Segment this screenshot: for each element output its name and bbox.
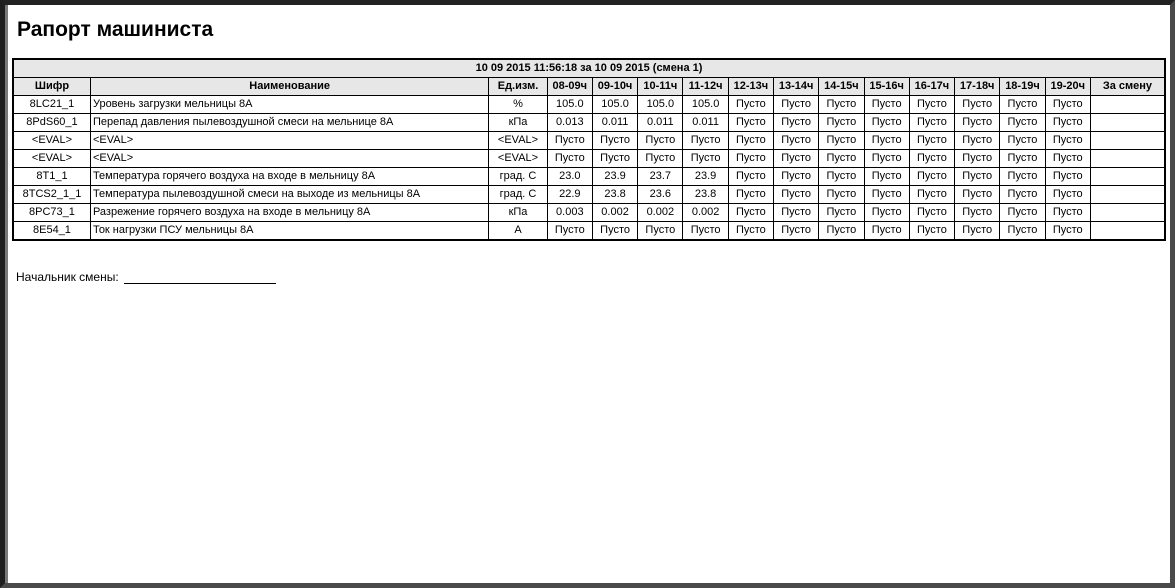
value-cell: Пусто [955,168,1000,186]
column-header: 08-09ч [547,78,592,96]
value-cell: Пусто [592,132,637,150]
column-header: За смену [1090,78,1165,96]
shift-total-cell [1090,222,1165,241]
value-cell: Пусто [683,132,728,150]
unit-cell: А [489,222,547,241]
value-cell: Пусто [774,132,819,150]
value-cell: Пусто [955,132,1000,150]
table-row [13,222,1165,241]
value-cell: Пусто [819,204,864,222]
value-cell: Пусто [955,204,1000,222]
value-cell: 23.9 [683,168,728,186]
value-cell: Пусто [819,132,864,150]
code-cell: 8PC73_1 [13,204,90,222]
value-cell: Пусто [774,222,819,241]
value-cell: Пусто [774,96,819,114]
column-header: 13-14ч [774,78,819,96]
value-cell: Пусто [547,150,592,168]
column-header: Ед.изм. [489,78,547,96]
report-content [5,5,1170,284]
value-cell: Пусто [728,150,773,168]
value-cell: Пусто [819,168,864,186]
value-cell: Пусто [955,114,1000,132]
value-cell: Пусто [909,96,954,114]
value-cell: Пусто [1000,222,1045,241]
unit-cell: град. С [489,186,547,204]
code-cell: <EVAL> [13,132,90,150]
value-cell: 23.8 [592,186,637,204]
unit-cell: кПа [489,114,547,132]
column-header: 14-15ч [819,78,864,96]
table-row [13,150,1165,168]
value-cell: Пусто [683,222,728,241]
name-cell: Температура пылевоздушной смеси на выходе из мельницы 8А [90,186,488,204]
signature-blank-line [124,270,276,284]
value-cell: Пусто [864,150,909,168]
value-cell: Пусто [864,96,909,114]
value-cell: Пусто [819,150,864,168]
shift-total-cell [1090,186,1165,204]
value-cell: Пусто [547,132,592,150]
value-cell: Пусто [955,96,1000,114]
value-cell: Пусто [1045,150,1090,168]
column-header: 18-19ч [1000,78,1045,96]
value-cell: Пусто [864,132,909,150]
value-cell: Пусто [819,186,864,204]
value-cell: Пусто [1045,222,1090,241]
value-cell: Пусто [1000,114,1045,132]
code-cell: 8TCS2_1_1 [13,186,90,204]
value-cell: 0.011 [683,114,728,132]
value-cell: Пусто [728,168,773,186]
value-cell: 0.002 [592,204,637,222]
page-title: Рапорт машиниста [17,18,214,41]
value-cell: Пусто [728,114,773,132]
shift-total-cell [1090,114,1165,132]
column-header: 10-11ч [638,78,683,96]
value-cell: 23.8 [683,186,728,204]
name-cell: Температура горячего воздуха на входе в мельницу 8А [90,168,488,186]
value-cell: 0.011 [592,114,637,132]
value-cell: Пусто [1000,204,1045,222]
code-cell: <EVAL> [13,150,90,168]
value-cell: Пусто [864,186,909,204]
value-cell: Пусто [864,114,909,132]
value-cell: Пусто [728,132,773,150]
column-header: 19-20ч [1045,78,1090,96]
name-cell: Уровень загрузки мельницы 8А [90,96,488,114]
value-cell: 0.003 [547,204,592,222]
value-cell: Пусто [592,150,637,168]
value-cell: Пусто [909,222,954,241]
value-cell: Пусто [819,96,864,114]
column-header: 15-16ч [864,78,909,96]
shift-total-cell [1090,132,1165,150]
report-table-head [13,59,1165,96]
unit-cell: град. С [489,168,547,186]
value-cell: Пусто [638,222,683,241]
value-cell: Пусто [1045,186,1090,204]
unit-cell: <EVAL> [489,132,547,150]
value-cell: Пусто [1045,204,1090,222]
value-cell: 105.0 [592,96,637,114]
value-cell: Пусто [638,150,683,168]
code-cell: 8PdS60_1 [13,114,90,132]
shift-total-cell [1090,150,1165,168]
table-row [13,96,1165,114]
value-cell: Пусто [864,168,909,186]
value-cell: Пусто [1045,114,1090,132]
unit-cell: <EVAL> [489,150,547,168]
value-cell: Пусто [909,132,954,150]
value-cell: Пусто [1000,132,1045,150]
unit-cell: кПа [489,204,547,222]
value-cell: Пусто [1045,132,1090,150]
value-cell: Пусто [864,204,909,222]
value-cell: Пусто [909,186,954,204]
value-cell: Пусто [955,150,1000,168]
value-cell: Пусто [1045,96,1090,114]
value-cell: 23.6 [638,186,683,204]
column-header: 17-18ч [955,78,1000,96]
table-row [13,204,1165,222]
value-cell: 105.0 [638,96,683,114]
period-header: 10 09 2015 11:56:18 за 10 09 2015 (смена 1) [13,59,1165,78]
column-header: 12-13ч [728,78,773,96]
value-cell: 0.002 [638,204,683,222]
value-cell: Пусто [728,186,773,204]
value-cell: Пусто [909,114,954,132]
table-row [13,186,1165,204]
value-cell: Пусто [774,204,819,222]
table-row [13,168,1165,186]
value-cell: Пусто [683,150,728,168]
column-header: 11-12ч [683,78,728,96]
report-table [12,58,1166,241]
value-cell: 105.0 [683,96,728,114]
value-cell: 0.011 [638,114,683,132]
value-cell: Пусто [774,150,819,168]
value-cell: Пусто [774,114,819,132]
name-cell: <EVAL> [90,150,488,168]
code-cell: 8T1_1 [13,168,90,186]
value-cell: Пусто [1000,96,1045,114]
value-cell: 23.0 [547,168,592,186]
value-cell: Пусто [592,222,637,241]
shift-total-cell [1090,204,1165,222]
value-cell: Пусто [909,168,954,186]
value-cell: Пусто [774,186,819,204]
table-row [13,132,1165,150]
shift-total-cell [1090,96,1165,114]
value-cell: Пусто [955,222,1000,241]
name-cell: Перепад давления пылевоздушной смеси на мельнице 8А [90,114,488,132]
column-header: Шифр [13,78,90,96]
value-cell: Пусто [864,222,909,241]
name-cell: <EVAL> [90,132,488,150]
shift-total-cell [1090,168,1165,186]
report-table-body [13,96,1165,241]
column-header: 16-17ч [909,78,954,96]
value-cell: 0.013 [547,114,592,132]
value-cell: 105.0 [547,96,592,114]
period-header-row [13,59,1165,78]
value-cell: Пусто [909,204,954,222]
table-row [13,114,1165,132]
value-cell: Пусто [728,96,773,114]
unit-cell: % [489,96,547,114]
code-cell: 8LC21_1 [13,96,90,114]
value-cell: 0.002 [683,204,728,222]
value-cell: Пусто [547,222,592,241]
column-header: 09-10ч [592,78,637,96]
value-cell: Пусто [728,204,773,222]
value-cell: Пусто [1000,150,1045,168]
value-cell: Пусто [1000,168,1045,186]
column-header-row [13,78,1165,96]
value-cell: 23.9 [592,168,637,186]
code-cell: 8E54_1 [13,222,90,241]
value-cell: Пусто [1000,186,1045,204]
value-cell: Пусто [728,222,773,241]
value-cell: Пусто [909,150,954,168]
value-cell: Пусто [1045,168,1090,186]
value-cell: Пусто [638,132,683,150]
signature-label: Начальник смены: [16,270,119,284]
value-cell: Пусто [819,222,864,241]
value-cell: 23.7 [638,168,683,186]
name-cell: Разрежение горячего воздуха на входе в мельницу 8А [90,204,488,222]
value-cell: 22.9 [547,186,592,204]
value-cell: Пусто [819,114,864,132]
value-cell: Пусто [774,168,819,186]
name-cell: Ток нагрузки ПСУ мельницы 8А [90,222,488,241]
signature-block [16,270,1164,284]
column-header: Наименование [90,78,488,96]
value-cell: Пусто [955,186,1000,204]
